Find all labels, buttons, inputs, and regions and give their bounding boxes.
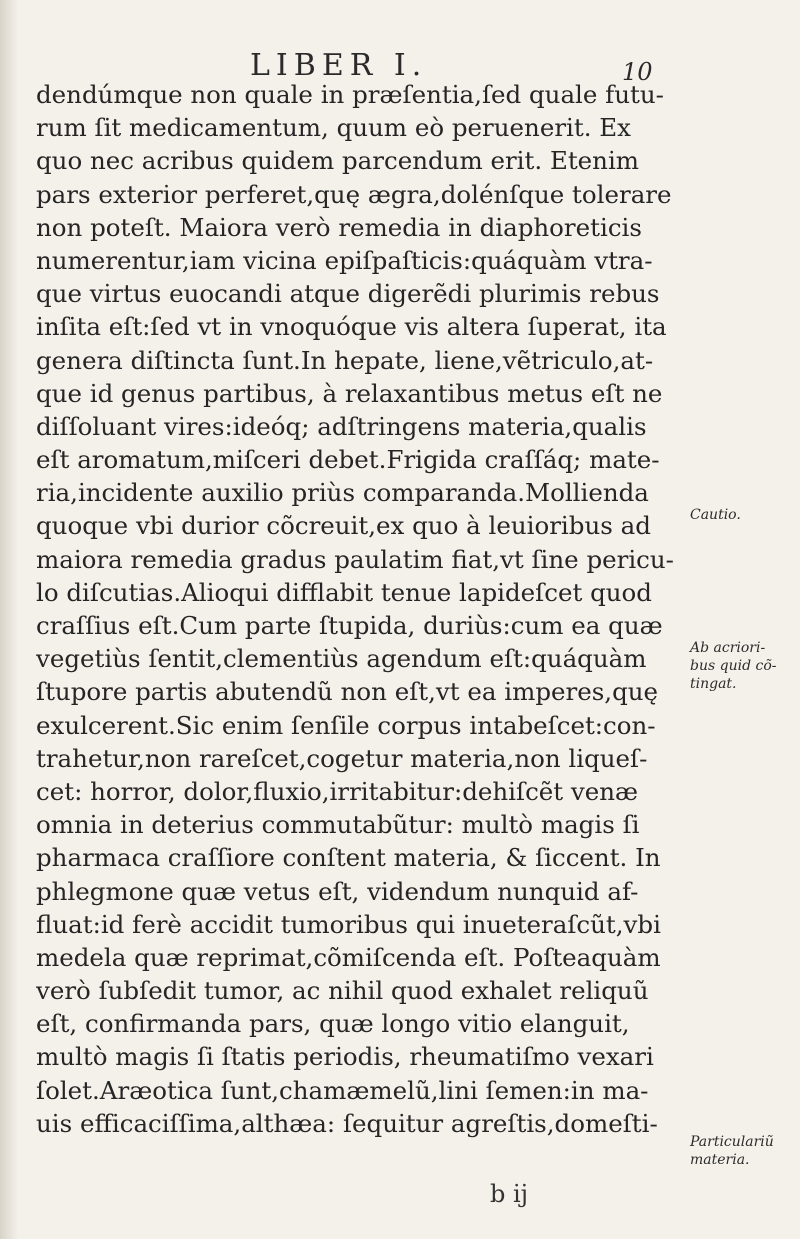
page-edge-shadow [0,0,18,1239]
text-line: maiora remedia gradus paulatim fiat,vt ſine pericu- [36,544,674,574]
text-line: cet: horror, dolor,fluxio,irritabitur:dehiſcẽt venæ [36,776,639,806]
text-line: eſt, confirmanda pars, quæ longo vitio elanguit, [36,1009,630,1039]
text-line: eſt aromatum,miſceri debet.Frigida craſſáq; mate- [36,445,660,475]
text-line: vegetiùs ſentit,clementiùs agendum eſt:quáquàm [36,644,647,674]
signature-mark: b ij [490,1180,529,1208]
text-line: fluat:id ferè accidit tumoribus qui inueteraſcũt,vbi [36,909,661,939]
margin-note-particularium: Particulariũ [690,1134,774,1150]
text-line: pharmaca craſſiore conſtent materia, & ſiccent. In [36,843,661,873]
running-head: LIBER I. [250,48,428,83]
text-line: ſolet.Aræotica ſunt,chamæmelũ,lini ſemen:in ma- [36,1075,649,1105]
text-line: ria,incidente auxilio priùs comparanda.Mollienda [36,478,649,508]
text-line: medela quæ reprimat,cõmiſcenda eſt. Poſteaquàm [36,942,661,972]
margin-note-ab-acrioribus: Ab acriori- [690,640,766,656]
text-line: genera diſtincta ſunt.In hepate, liene,vẽtriculo,at- [36,345,654,375]
margin-note-cautio: Cautio. [690,507,741,523]
text-line: uis efficaciſſima,althæa: ſequitur agreſtis,domeſti- [36,1108,658,1138]
text-line: dendúmque non quale in præſentia,ſed quale futu- [36,80,664,109]
text-line: quoque vbi durior cõcreuit,ex quo à leuioribus ad [36,511,651,541]
text-line: trahetur,non rareſcet,cogetur materia,non liqueſ- [36,743,648,773]
body-text [36,78,676,1140]
margin-note-ab-acrioribus: bus quid cõ- [690,658,777,674]
margin-note-ab-acrioribus: tingat. [690,676,737,692]
text-line: numerentur,iam vicina epiſpaſticis:quáquàm vtra- [36,245,653,275]
margin-note-particularium: materia. [690,1152,750,1168]
text-line: que virtus euocandi atque digerẽdi plurimis rebus [36,279,660,309]
page-number: 10 [622,58,653,86]
text-line: non poteſt. Maiora verò remedia in diaphoreticis [36,212,642,242]
text-line: lo diſcutias.Alioqui difflabit tenue lapideſcet quod [36,577,652,607]
text-line: exulcerent.Sic enim ſenſile corpus intabeſcet:con- [36,710,656,740]
text-line: quo nec acribus quidem parcendum erit. Etenim [36,146,640,176]
text-line: diſſoluant vires:ideóq; adſtringens materia,qualis [36,411,647,441]
text-line: omnia in deterius commutabũtur: multò magis ſi [36,810,640,840]
text-line: inſita eſt:ſed vt in vnoquóque vis altera ſuperat, ita [36,312,667,342]
text-line: pars exterior perferet,quę ægra,dolénſque tolerare [36,179,672,209]
text-line: multò magis ſi ſtatis periodis, rheumatiſmo vexari [36,1042,654,1072]
text-line: rum ſit medicamentum, quum eò peruenerit. Ex [36,113,631,143]
text-line: que id genus partibus, à relaxantibus metus eſt ne [36,378,663,408]
text-line: phlegmone quæ vetus eſt, videndum nunquid af- [36,876,639,906]
text-line: verò ſubſedit tumor, ac nihil quod exhalet reliquũ [36,976,649,1006]
text-line: craſſius eſt.Cum parte ſtupida, duriùs:cum ea quæ [36,611,663,640]
text-line: ſtupore partis abutendũ non eſt,vt ea imperes,quę [36,677,659,707]
